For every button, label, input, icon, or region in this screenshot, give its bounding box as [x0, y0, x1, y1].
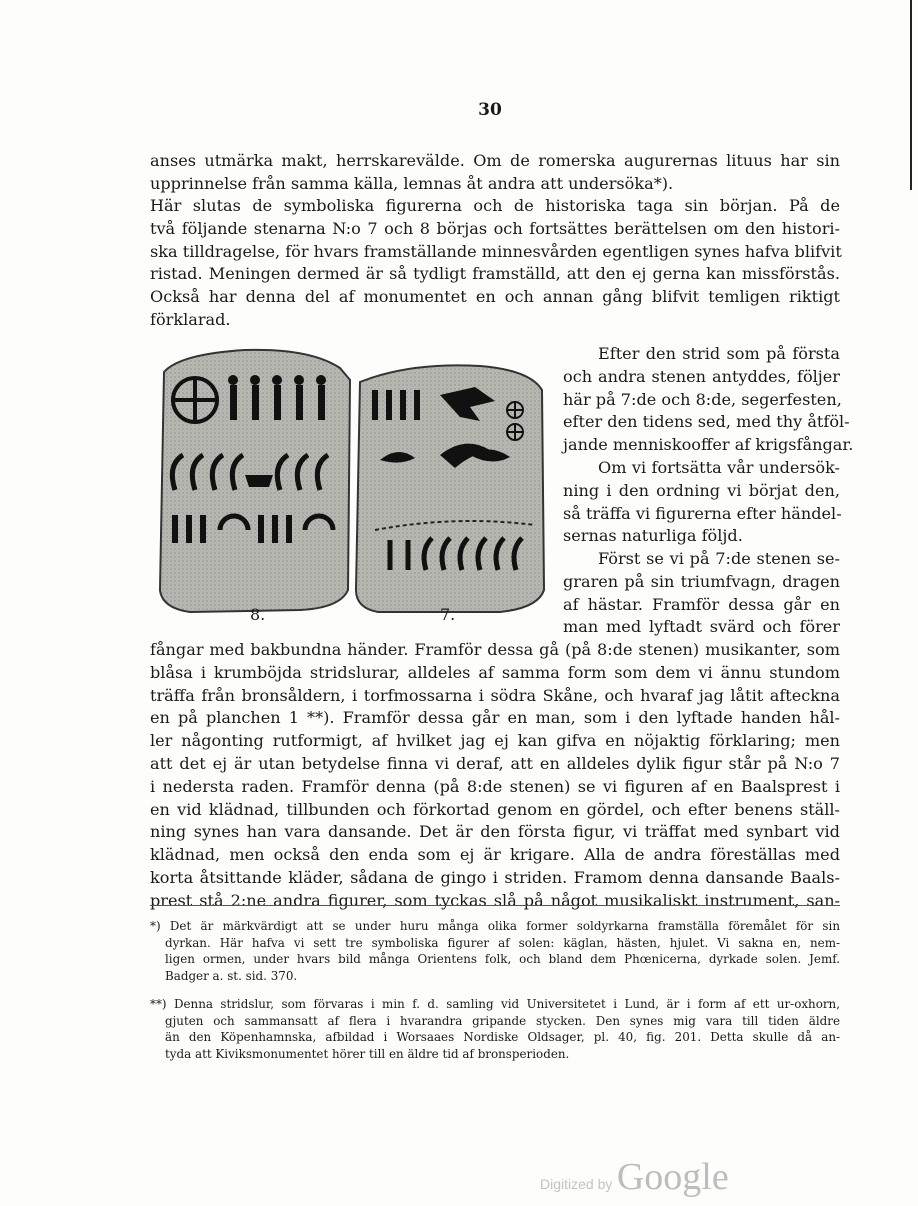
text-line: efter den tidens sed, med thy åtföl- — [563, 412, 850, 432]
footnote-divider — [150, 905, 840, 906]
watermark-prefix: Digitized by — [540, 1176, 613, 1192]
text-line: man med lyftadt svärd och förer — [563, 617, 840, 637]
footnote-line: än den Köpenhamnska, afbildad i Worsaaes Nordiske Oldsager, pl. 40, fig. 201. Detta skulle då an- — [165, 1030, 840, 1044]
text-line: ning i den ordning vi börjat den, — [563, 480, 840, 500]
text-line: så träffa vi figurerna efter händel- — [563, 503, 842, 523]
text-line: korta åtsittande kläder, sådana de gingo i striden. Framom denna dansande Baals- — [150, 867, 840, 887]
figure-label-stone-7: 7. — [440, 605, 456, 624]
text-line: Också har denna del af monumentet en och annan gång blifvit temligen riktigt — [150, 287, 840, 307]
footnote-line: gjuten och sammansatt af flera i hvarandra gripande stycken. Den synes mig vara till tiden äldre — [165, 1013, 840, 1028]
text-line: Om vi fortsätta vår undersök- — [598, 458, 840, 477]
paragraph-3b — [563, 457, 840, 548]
stone-8-drawing — [160, 350, 350, 612]
text-line: blåsa i krumböjda stridslurar, alldeles af samma form som dem vi ännu stundom — [150, 662, 840, 682]
text-line: och andra stenen antyddes, följer — [563, 366, 840, 386]
text-line: ning synes han vara dansande. Det är den första figur, vi träffat med synbart vid — [150, 822, 840, 842]
text-line: klädnad, men också den enda som ej är krigare. Alla de andra föreställas med — [150, 845, 840, 865]
stone-7-drawing — [356, 365, 544, 612]
paragraph-1 — [150, 150, 840, 196]
page-edge-line — [910, 0, 912, 190]
text-line: sernas naturliga följd. — [563, 526, 743, 546]
text-line: här på 7:de och 8:de, segerfesten, — [563, 389, 842, 409]
text-line: ler någonting rutformigt, af hvilket jag ej kan gifva en nöjaktig förklaring; men — [150, 731, 840, 751]
text-line: en vid klädnad, tillbunden och förkortad genom en gördel, och efter benens ställ- — [150, 799, 840, 819]
text-line: jande menniskooffer af krigsfångar. — [563, 435, 854, 455]
footnote-line: ligen ormen, under hvars bild många Orientens folk, och bland dem Phœnicerna, dyrkade solen. Jemf. — [165, 952, 840, 966]
text-line: förklarad. — [150, 309, 231, 329]
text-line: en på planchen 1 **). Framför dessa går en man, som i den lyftade handen hål- — [150, 708, 840, 728]
page-number: 30 — [478, 100, 502, 120]
text-line: Efter den strid som på första — [598, 344, 840, 363]
footnote-line: *) Det är märkvärdigt att se under huru många olika former soldyrkarna framställa föremålet för sin — [150, 919, 840, 933]
text-line: att det ej är utan betydelse finna vi deraf, att en alldeles dylik figur står på N:o 7 — [150, 753, 840, 773]
text-line: Här slutas de symboliska figurerna och de historiska taga sin början. På de — [150, 196, 840, 215]
text-line: ristad. Meningen dermed är så tydligt framställd, att den ej gerna kan missförstås. — [150, 264, 840, 284]
paragraph-3 — [563, 343, 854, 457]
footnote-2 — [150, 996, 840, 1062]
paragraph-4 — [563, 548, 840, 639]
text-line: två följande stenarna N:o 7 och 8 börjas och fortsättes berättelsen om den histori- — [150, 218, 840, 238]
footnote-line: dyrkan. Här hafva vi sett tre symboliska figurer af solen: käglan, hästen, hjulet. Vi sakna en, nem- — [165, 935, 840, 950]
text-line: prest stå 2:ne andra figurer, som tyckas slå på något musikaliskt instrument, san- — [150, 890, 840, 910]
text-line: träffa från bronsåldern, i torfmossarna i södra Skåne, och hvaraf jag låtit afteckna — [150, 685, 840, 705]
paragraph-5 — [150, 639, 840, 913]
text-line: upprinnelse från samma källa, lemnas åt andra att undersöka*). — [150, 173, 674, 193]
footnote-1 — [150, 918, 840, 984]
figure-label-stone-8: 8. — [250, 605, 266, 624]
paragraph-2 — [150, 195, 840, 332]
footnote-line: Badger a. st. sid. 370. — [165, 968, 298, 983]
footnote-line: tyda att Kiviksmonumentet hörer till en äldre tid af bronsperioden. — [165, 1046, 570, 1061]
text-line: ska tilldragelse, för hvars framställande minnesvården egentligen synes hafva blifvit — [150, 241, 842, 261]
text-line: Först se vi på 7:de stenen se- — [598, 549, 840, 568]
text-line: af hästar. Framför dessa går en — [563, 594, 840, 614]
text-line: graren på sin triumfvagn, dragen — [563, 571, 840, 591]
text-line: i nedersta raden. Framför denna (på 8:de stenen) se vi figuren af en Baalsprest i — [150, 776, 840, 796]
digitized-by-watermark — [540, 1155, 729, 1199]
text-line: fångar med bakbundna händer. Framför dessa gå (på 8:de stenen) musikanter, som — [150, 640, 840, 659]
footnote-line: **) Denna stridslur, som förvaras i min f. d. samling vid Universitetet i Lund, är i form af ett ur-oxhorn, — [150, 997, 840, 1011]
watermark-brand: Google — [616, 1156, 729, 1198]
text-line: anses utmärka makt, herrskarevälde. Om de romerska augurernas lituus har sin — [150, 151, 840, 170]
carved-stones-illustration — [150, 340, 550, 640]
